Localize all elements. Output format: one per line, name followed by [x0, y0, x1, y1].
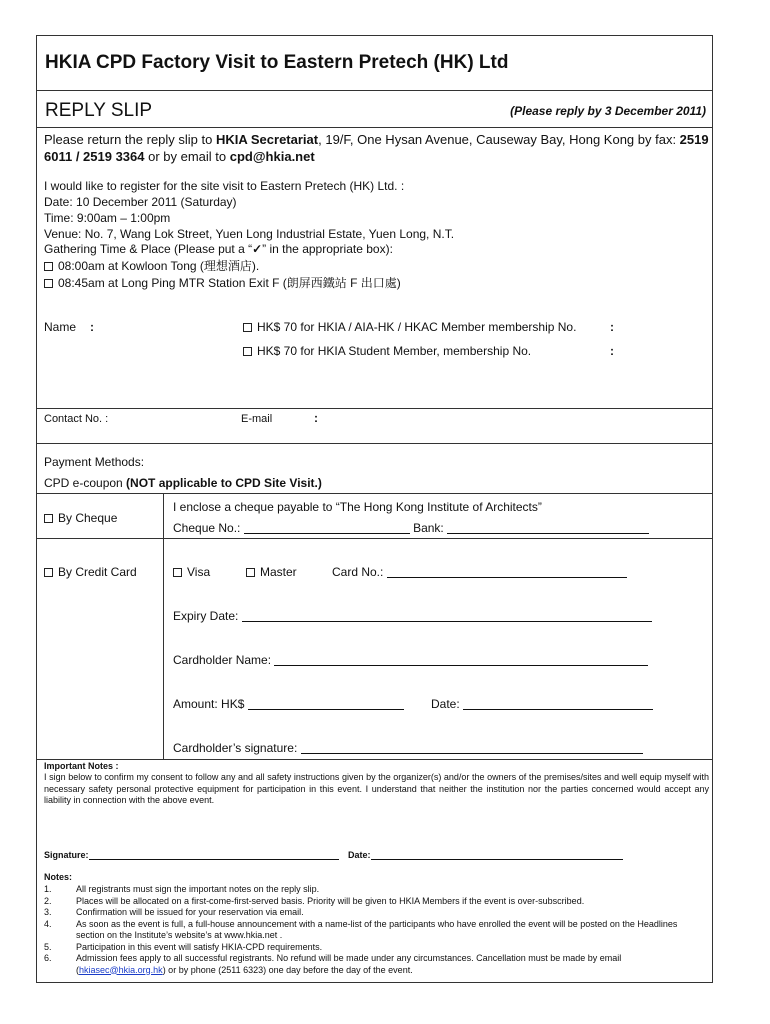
ecoupon-note: (NOT applicable to CPD Site Visit.): [126, 476, 322, 490]
checkbox[interactable]: [44, 279, 53, 288]
member-no-colon: :: [610, 320, 614, 334]
ecoupon-label: CPD e-coupon: [44, 476, 127, 490]
return-instructions: [44, 131, 709, 165]
gathering-option-1-label: 08:00am at Kowloon Tong (理想酒店).: [58, 259, 260, 273]
student-fee-label: HK$ 70 for HKIA Student Member, membership No.: [257, 344, 532, 358]
student-fee-option[interactable]: [243, 344, 531, 360]
name-section: [37, 342, 712, 409]
gathering-text-b: ” in the appropriate box):: [262, 242, 393, 256]
gathering-option-2-label: 08:45am at Long Ping MTR Station Exit F (朗屏西鐵站 F 出口處): [58, 276, 401, 290]
cheque-payable-text: I enclose a cheque payable to “The Hong Kong Institute of Architects”: [173, 500, 542, 514]
contact-section: [37, 409, 712, 444]
card-number-field[interactable]: [332, 565, 627, 581]
payment-methods-label: Payment Methods:: [44, 455, 145, 469]
visit-details-section: [37, 128, 712, 342]
email-label: E-mail: [241, 413, 273, 425]
note-number: 5.: [44, 941, 52, 952]
cheque-row: [37, 494, 712, 539]
note-item: [44, 919, 708, 942]
member-fee-label: HK$ 70 for HKIA / AIA-HK / HKAC Member membership No.: [257, 320, 577, 334]
credit-card-section: [37, 539, 712, 759]
reply-slip-heading: REPLY SLIP: [45, 100, 153, 121]
return-email: cpd@hkia.net: [229, 149, 315, 164]
notes-list: [44, 884, 708, 976]
expiry-label: Expiry Date:: [173, 609, 239, 623]
amount-field[interactable]: [173, 697, 404, 713]
note-item: [44, 884, 708, 896]
gathering-option-1[interactable]: [44, 259, 259, 275]
return-text-2: , 19/F, One Hysan Avenue, Causeway Bay, Hong Kong by fax:: [318, 132, 680, 147]
cheque-option[interactable]: [44, 511, 117, 527]
credit-card-option-label: By Credit Card: [58, 565, 137, 579]
notes-section: [37, 869, 712, 982]
return-text-1: Please return the reply slip to: [44, 132, 216, 147]
title-section: [37, 36, 712, 91]
cardholder-signature-field[interactable]: [173, 741, 643, 757]
cardholder-name-label: Cardholder Name:: [173, 653, 272, 667]
note-text: Admission fees apply to all successful registrants. No refund will be made under any circumstances. Cancellation must be made by email (: [76, 953, 622, 975]
payment-header: [37, 444, 712, 494]
visit-date: Date: 10 December 2011 (Saturday): [44, 195, 237, 209]
visit-venue: Venue: No. 7, Wang Lok Street, Yuen Long Industrial Estate, Yuen Long, N.T.: [44, 227, 455, 241]
card-date-label: Date:: [431, 697, 460, 711]
cheque-number-field[interactable]: [173, 521, 649, 537]
gathering-instruction: [44, 242, 393, 258]
student-no-colon: :: [610, 344, 614, 358]
contact-label: Contact No. :: [44, 413, 109, 425]
card-number-label: Card No.:: [332, 565, 384, 579]
gathering-option-2[interactable]: [44, 276, 401, 292]
reply-deadline: (Please reply by 3 December 2011): [510, 104, 706, 118]
member-fee-option[interactable]: [243, 320, 576, 336]
gathering-text-a: Gathering Time & Place (Please put a “: [44, 242, 253, 256]
reply-slip-form: [36, 35, 713, 983]
checkbox[interactable]: [44, 262, 53, 271]
note-item: [44, 896, 708, 908]
signature-date-label: Date:: [348, 850, 371, 860]
reply-slip-header: [37, 91, 712, 128]
note-item: [44, 953, 708, 976]
signature-date-field[interactable]: [348, 850, 623, 862]
note-text: As soon as the event is full, a full-house announcement with a name-list of the participants who have enrolled the event will be posted on the Headlines section on the Institute’s website’s at www.hkia.net .: [76, 918, 678, 940]
fax-numbers: 2519 6011 / 2519 3364: [44, 132, 709, 164]
amount-label: Amount: HK$: [173, 697, 245, 711]
secretariat-email-link[interactable]: hkiasec@hkia.org.hk: [79, 964, 163, 975]
note-number: 4.: [44, 918, 52, 929]
note-text: Participation in this event will satisfy HKIA-CPD requirements.: [76, 941, 323, 952]
notes-title: Notes:: [44, 872, 73, 882]
note-item: [44, 942, 708, 954]
master-label: Master: [260, 565, 297, 579]
return-text-3: or by email to: [144, 149, 230, 164]
checkbox[interactable]: [243, 347, 252, 356]
checkmark-icon: ✓: [252, 242, 263, 256]
cardholder-name-field[interactable]: [173, 653, 648, 669]
cheque-number-label: Cheque No.:: [173, 521, 241, 535]
note-number: 6.: [44, 953, 52, 963]
visa-label: Visa: [187, 565, 211, 579]
expiry-date-field[interactable]: [173, 609, 652, 625]
visa-option[interactable]: [173, 565, 210, 581]
signature-field[interactable]: [44, 850, 339, 862]
ecoupon-line: [44, 476, 322, 492]
checkbox[interactable]: [246, 568, 255, 577]
checkbox[interactable]: [44, 568, 53, 577]
checkbox[interactable]: [243, 323, 252, 332]
note-item: [44, 907, 708, 919]
name-label: [44, 320, 94, 336]
email-colon: :: [314, 411, 318, 425]
note-number: 2.: [44, 895, 52, 906]
important-notes-text: I sign below to confirm my consent to follow any and all safety instructions given by the organizer(s) and/or the owners of the premises/sites and well equip myself with necessary safety personal protective equipment for participation in this event. I understand that neither the institution nor the parties concerned would accept any liability in connection with the above event.: [44, 772, 709, 805]
note-number: 3.: [44, 907, 52, 917]
page-title: HKIA CPD Factory Visit to Eastern Pretech (HK) Ltd: [45, 52, 509, 73]
visit-intro: I would like to register for the site visit to Eastern Pretech (HK) Ltd. :: [44, 179, 405, 193]
secretariat-name: HKIA Secretariat: [215, 132, 319, 147]
name-label-text: Name: [44, 320, 77, 334]
signature-label: Signature:: [44, 850, 89, 860]
note-number: 1.: [44, 884, 52, 894]
master-option[interactable]: [246, 565, 297, 581]
checkbox[interactable]: [173, 568, 182, 577]
note-text: Confirmation will be issued for your reservation via email.: [76, 907, 304, 917]
note-text-end: ) or by phone (2511 6323) one day before the day of the event.: [162, 964, 413, 975]
note-text: All registrants must sign the important notes on the reply slip.: [76, 884, 320, 894]
card-date-field[interactable]: [431, 697, 653, 713]
credit-card-option[interactable]: [44, 565, 137, 581]
visit-time: Time: 9:00am – 1:00pm: [44, 211, 171, 225]
note-text: Places will be allocated on a first-come-first-served basis. Priority will be given to HKIA Members if the event is over-subscribed.: [76, 895, 585, 906]
bank-label: Bank:: [413, 521, 444, 535]
cheque-option-label: By Cheque: [58, 511, 118, 525]
cardholder-signature-label: Cardholder’s signature:: [173, 741, 298, 755]
important-notes-title: Important Notes :: [44, 761, 119, 771]
checkbox[interactable]: [44, 514, 53, 523]
name-colon: :: [90, 320, 95, 334]
